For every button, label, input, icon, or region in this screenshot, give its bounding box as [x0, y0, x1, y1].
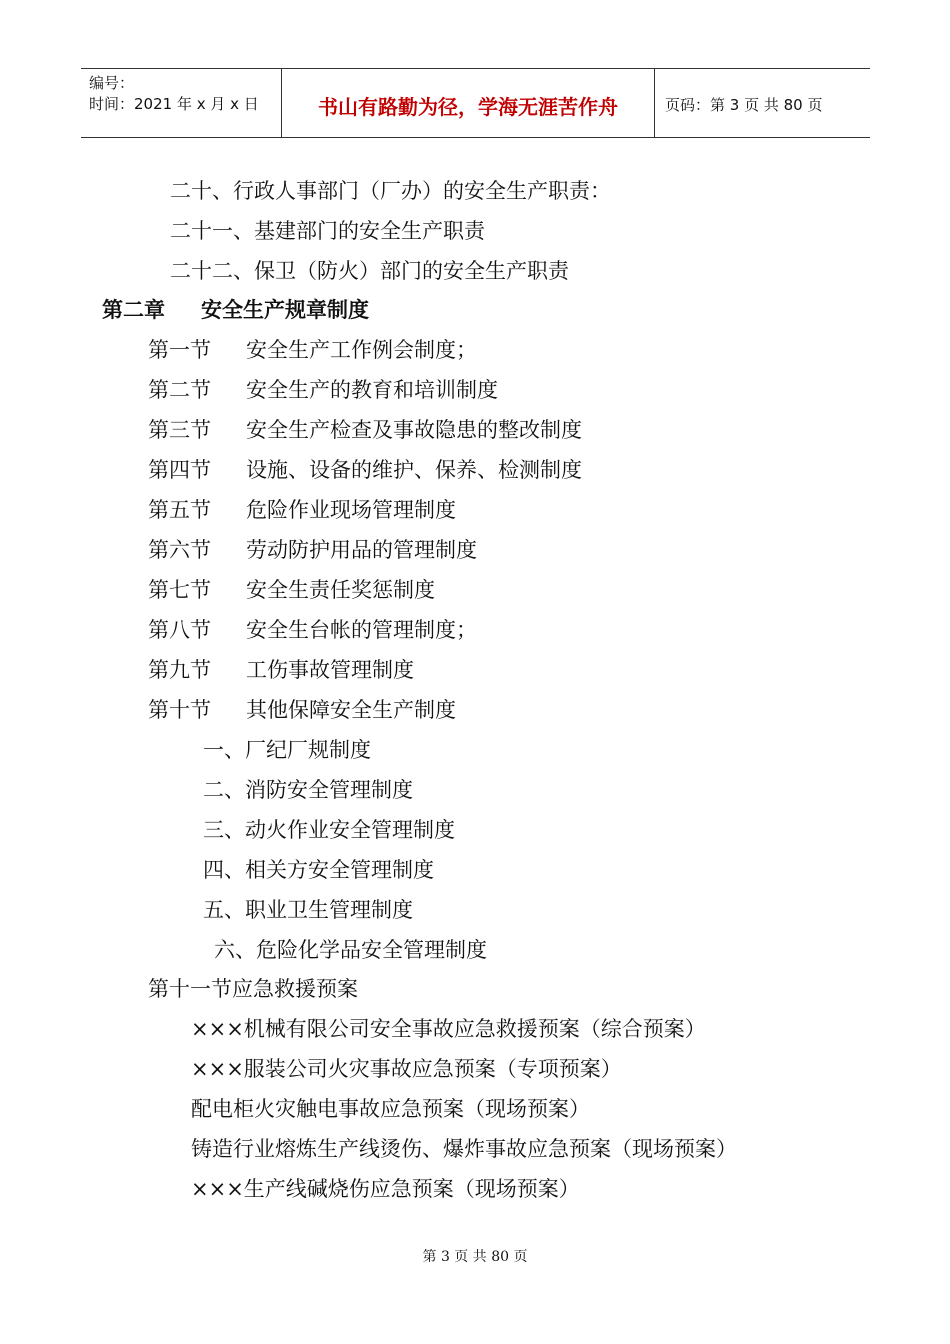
section-number: 第五节: [148, 498, 211, 522]
section-title: 安全生产的教育和培训制度: [246, 378, 498, 402]
section-title: 设施、设备的维护、保养、检测制度: [246, 458, 582, 482]
plan-item: 铸造行业熔炼生产线烫伤、爆炸事故应急预案（现场预案）: [191, 1137, 737, 1161]
chapter-heading: [102, 297, 369, 323]
plan-item: ×××服装公司火灾事故应急预案（专项预案）: [191, 1057, 622, 1081]
section-item: 第十一节应急救援预案: [148, 977, 358, 1001]
section-number: 第六节: [148, 538, 211, 562]
section-title: 劳动防护用品的管理制度: [246, 538, 477, 562]
plan-item: 配电柜火灾触电事故应急预案（现场预案）: [191, 1097, 590, 1121]
doc-time: 时间：2021 年 x 月 x 日: [89, 95, 259, 113]
toc-item: 二十、行政人事部门（厂办）的安全生产职责：: [170, 179, 611, 203]
subsection-item: 三、动火作业安全管理制度: [203, 818, 455, 842]
subsection-item: 六、危险化学品安全管理制度: [214, 938, 487, 962]
toc-item: 二十二、保卫（防火）部门的安全生产职责: [170, 259, 569, 283]
plan-item: ×××生产线碱烧伤应急预案（现场预案）: [191, 1177, 580, 1201]
header-page-cell: [655, 69, 870, 137]
section-title: 安全生台帐的管理制度；: [246, 618, 477, 642]
section-number: 第十节: [148, 698, 211, 722]
section-item: [148, 537, 477, 563]
section-item: [148, 377, 498, 403]
section-number: 第二节: [148, 378, 211, 402]
section-item: [148, 497, 456, 523]
section-number: 第八节: [148, 618, 211, 642]
section-item: [148, 657, 414, 683]
toc-item: 二十一、基建部门的安全生产职责: [170, 219, 485, 243]
page-header: [81, 68, 870, 138]
header-motto-cell: [282, 69, 655, 137]
header-motto: 书山有路勤为径，学海无涯苦作舟: [318, 95, 618, 119]
header-meta-cell: [81, 69, 282, 137]
section-title: 安全生产检查及事故隐患的整改制度: [246, 418, 582, 442]
section-title: 工伤事故管理制度: [246, 658, 414, 682]
header-page-info: 页码：第 3 页 共 80 页: [665, 96, 823, 114]
subsection-item: 四、相关方安全管理制度: [203, 858, 434, 882]
section-number: 第一节: [148, 338, 211, 362]
section-item: [148, 577, 435, 603]
section-number: 第九节: [148, 658, 211, 682]
section-item: [148, 617, 477, 643]
section-title: 其他保障安全生产制度: [246, 698, 456, 722]
section-item: [148, 697, 456, 723]
section-number: 第四节: [148, 458, 211, 482]
plan-item: ×××机械有限公司安全事故应急救援预案（综合预案）: [191, 1017, 706, 1041]
section-number: 第七节: [148, 578, 211, 602]
doc-number: 编号：: [89, 74, 135, 92]
section-item: [148, 457, 582, 483]
subsection-item: 二、消防安全管理制度: [203, 778, 413, 802]
section-title: 危险作业现场管理制度: [246, 498, 456, 522]
section-title: 安全生产工作例会制度；: [246, 338, 477, 362]
chapter-number: 第二章: [102, 297, 165, 322]
section-item: [148, 417, 582, 443]
chapter-title: 安全生产规章制度: [201, 297, 369, 322]
section-number: 第三节: [148, 418, 211, 442]
subsection-item: 一、厂纪厂规制度: [203, 738, 371, 762]
section-title: 安全生责任奖惩制度: [246, 578, 435, 602]
subsection-item: 五、职业卫生管理制度: [203, 898, 413, 922]
page-footer: 第 3 页 共 80 页: [422, 1249, 528, 1265]
section-item: [148, 337, 477, 363]
